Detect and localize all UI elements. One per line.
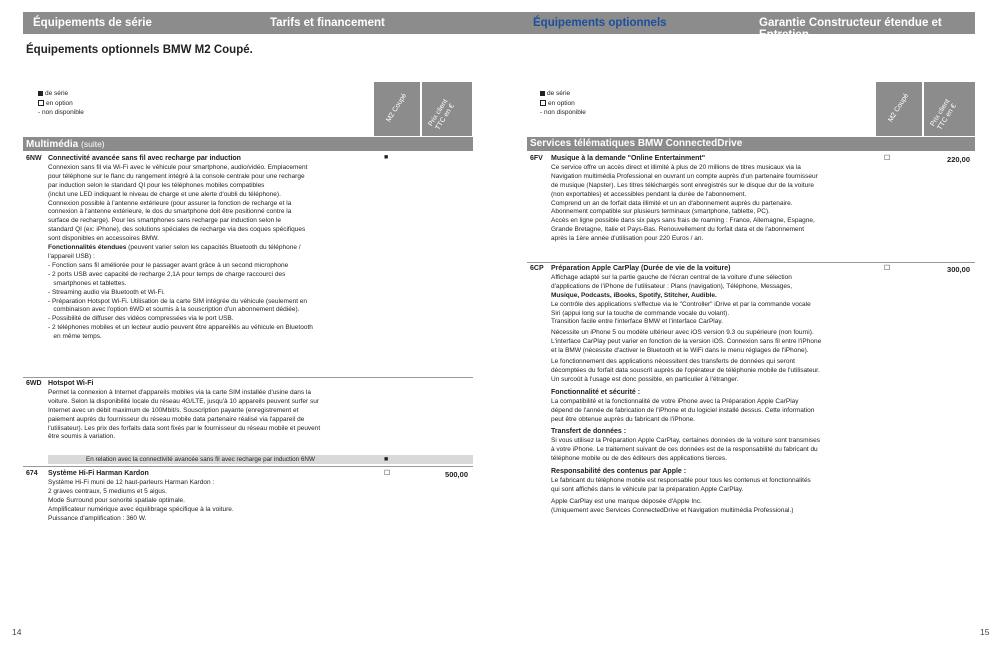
option-text: voiture. Selon la disponibilité locale du réseau 4G/LTE, jusqu'à 10 appareils peuvent surfer sur (48, 397, 320, 405)
row-divider (23, 466, 473, 467)
option-text: - Fonction sans fil améliorée pour le passager avant grâce à un second microphone (48, 261, 289, 269)
tab-equipements-optionnels[interactable]: Équipements optionnels (533, 17, 667, 29)
option-text: Si vous utilisez la Préparation Apple CarPlay, certaines données de la voiture sont transmises (551, 437, 821, 445)
tab-equipements-serie[interactable]: Équipements de série (33, 17, 152, 29)
option-code: 6FV (530, 155, 543, 162)
option-text: La compatibilité et la fonctionnalité de votre iPhone avec la Préparation Apple CarPlay (551, 397, 799, 405)
page-title: Équipements optionnels BMW M2 Coupé. (26, 44, 253, 56)
option-text: smartphones et tablettes. (48, 279, 127, 287)
option-text: - 2 ports USB avec capacité de recharge 2,1A pour temps de charge raccourci des (48, 270, 286, 278)
option-text: l'appareil USB) : (48, 252, 95, 260)
option-text: Grande Bretagne, Italie et Pays-Bas. Renouvellement du forfait data et de l'abonnement (551, 226, 805, 234)
tab-garantie-entretien[interactable]: Garantie Constructeur étendue et Entretien (759, 17, 942, 41)
option-text: (Uniquement avec Services ConnectedDrive et Navigation multimédia Professional.) (551, 506, 794, 514)
option-text: être soumis à variation. (48, 433, 116, 441)
option-price: 300,00 (947, 265, 970, 274)
option-text: Internet avec un débit maximum de 100Mbit/s. Souscription payante (enregistrement et (48, 406, 299, 414)
option-text: - 2 téléphones mobiles et un lecteur audio peuvent être appareillés au véhicule en Bluetooth (48, 324, 313, 332)
option-text: qui sont affichés dans le véhicule par la préparation Apple CarPlay. (551, 485, 744, 493)
option-text: Système Hi-Fi muni de 12 haut-parleurs Harman Kardon : (48, 478, 215, 486)
option-6wd (48, 380, 378, 442)
option-text: L'interface CarPlay peut varier en fonction de la version iOS. Connexion sans fil entre l'iPhone (551, 338, 822, 346)
model-column-label-left: M2 Coupé (385, 92, 409, 124)
option-title: Connectivité avancée sans fil avec recharge par induction (48, 155, 241, 162)
option-text: sont disponibles en accessoires BMW. (48, 235, 159, 243)
option-code: 674 (26, 470, 38, 477)
option-674 (48, 470, 378, 523)
option-price: 220,00 (947, 155, 970, 164)
option-text: (non exportables) et accessibles pendant la durée de l'abonnement. (551, 190, 747, 198)
legend-left (38, 89, 84, 118)
option-text: par induction selon le standard QI pour les téléphones mobiles compatibles (48, 181, 265, 189)
legend-right (540, 89, 586, 118)
option-title: Système Hi-Fi Harman Kardon (48, 470, 149, 477)
option-mark: ☐ (384, 470, 391, 477)
option-6cp (551, 265, 876, 516)
option-text: à votre iPhone. Le traitement suivant de ces données est de la responsabilité du fabricant du (551, 446, 818, 454)
option-text: Siri (appui long sur la touche de commande vocale du volant). (551, 309, 730, 317)
section-header-connecteddrive (527, 137, 975, 151)
option-text: (peuvent varier selon les capacités Bluetooth du téléphone / (126, 244, 301, 252)
option-text: d'applications de l'iPhone de l'utilisateur : Plans (navigation), Téléphone, Messages, (551, 282, 792, 290)
filled-square-icon (38, 91, 43, 96)
option-text: et la BMW (nécessite d'activer le Bluetooth et le WiFi dans le menu réglages de l'iPhone). (551, 347, 809, 355)
empty-square-icon (38, 100, 44, 106)
empty-square-icon (540, 100, 546, 106)
option-mark: ☐ (884, 265, 891, 272)
option-text: Ce service offre un accès direct et illimité à plus de 20 millions de titres musicaux via la (551, 163, 801, 171)
section-title: Services télématiques BMW ConnectedDrive (530, 138, 743, 149)
option-text: (inclut une LED indiquant le niveau de charge et une alerte d'oubli du téléphone). (48, 190, 281, 198)
option-text: Mode Surround pour sonorité spatiale optimale. (48, 496, 185, 504)
option-text: combinaison avec l'option 6WD et soumis à la souscription d'un abonnement dédiée). (48, 306, 300, 314)
block-title: Fonctionnalité et sécurité : (551, 388, 641, 396)
option-text: Connexion possible à l'antenne extérieure (pour assurer la fonction de recharge et la (48, 199, 292, 207)
option-title: Préparation Apple CarPlay (Durée de vie de la voiture) (551, 265, 731, 272)
option-text: Puissance d'amplification : 360 W. (48, 514, 147, 522)
option-text: dépend de l'année de fabrication de l'iPhone et du logiciel installé dessus. Cette information (551, 406, 815, 414)
option-text: Affichage adapté sur la partie gauche de l'écran central de la voiture d'une sélection (551, 273, 792, 281)
option-text: - Streaming audio via Bluetooth et Wi-Fi. (48, 288, 165, 296)
option-text: standard QI (ex: iPhone), des solutions spéciales de recharge via des coques spécifiques (48, 226, 306, 234)
option-text: après la 1ère année d'utilisation pour 220 Euros / an. (551, 235, 704, 243)
option-text: en même temps. (48, 333, 102, 341)
option-text: peut être obtenue auprès du fabricant de l'iPhone. (551, 415, 695, 423)
option-text: Accès en ligne possible dans six pays sans frais de roaming : France, Allemagne, Espagne, (551, 217, 815, 225)
option-text: de musique (Napster). Les titres téléchargés sont enregistrés sur le disque dur de la voiture (551, 181, 815, 189)
option-6fv (551, 155, 876, 244)
legend-standard: de série (45, 90, 69, 97)
option-mark: ☐ (884, 155, 891, 162)
model-column-label-right: M2 Coupé (887, 92, 911, 124)
page-number-left: 14 (12, 627, 22, 637)
option-text: surface de recharge). Pour les smartphones sans recharge par induction selon le (48, 217, 282, 225)
legend-standard: de série (547, 90, 571, 97)
legend-option: en option (46, 99, 73, 107)
option-text: Transition facile entre l'interface BMW et l'interface CarPlay. (551, 318, 723, 326)
option-text: l'utilisateur). Les prix des forfaits data sont fixés par le fournisseur du réseau mobile et peuvent (48, 424, 321, 432)
option-text: Comprend un an de forfait data illimité et un an d'abonnement auprès du partenaire. (551, 199, 793, 207)
option-text: connexion à l'antenne extérieure, le dos du smartphone doit être positionné contre la (48, 208, 292, 216)
option-code: 6CP (530, 265, 544, 272)
price-column-label-left: Prix client TTC en € (427, 98, 456, 132)
option-price: 500,00 (445, 470, 468, 479)
option-text: Permet la connexion à Internet d'appareils mobiles via la carte SIM installée d'usine dans la (48, 388, 311, 396)
option-text: décomptées du forfait data souscrit auprès de l'opérateur de téléphonie mobile de l'utilisateur. (551, 366, 820, 374)
option-text: Navigation multimédia Professional en ouvrant un compte auprès d'un partenaire fournisseur (551, 172, 818, 180)
option-code: 6NW (26, 155, 42, 162)
standard-mark: ■ (384, 456, 389, 463)
option-text: Le fabricant du téléphone mobile est responsable pour tous les contenus et fonctionnalités (551, 476, 811, 484)
legend-option: en option (548, 99, 575, 107)
filled-square-icon (540, 91, 545, 96)
option-title: Hotspot Wi-Fi (48, 380, 94, 387)
option-text: Connexion sans fil via Wi-Fi avec le véhicule pour smartphone, audio/vidéo. Emplacement (48, 163, 308, 171)
option-text: Nécessite un iPhone 5 ou modèle ultérieur avec iOS version 9.3 ou supérieure (non fourni). (551, 329, 814, 337)
option-code: 6WD (26, 380, 42, 387)
row-divider (527, 262, 975, 263)
option-text: Abonnement compatible sur plusieurs terminaux (smartphone, tablette, PC). (551, 208, 770, 216)
page-number-right: 15 (980, 627, 990, 637)
option-text: - Préparation Hotspot Wi-Fi. Utilisation de la carte SIM intégrée du véhicule (seulement en (48, 297, 308, 305)
option-text: Apple CarPlay est une marque déposée d'Apple Inc. (551, 497, 702, 505)
option-text: 2 graves centraux, 5 mediums et 5 aigus. (48, 487, 167, 495)
price-column-label-right: Prix client TTC en € (929, 98, 958, 132)
option-text: Amplificateur numérique avec équilibrage spécifique à la voiture. (48, 505, 234, 513)
relation-row (48, 455, 473, 464)
option-text: paiement auprès du fournisseur du réseau mobile data partenaire réalisé via l'appareil de (48, 415, 305, 423)
block-title: Responsabilité des contenus par Apple : (551, 468, 687, 476)
option-text: Le contrôle des applications s'effectue via le "Controller" iDrive et par la commande vocale (551, 300, 811, 308)
legend-not-available: - non disponible (540, 109, 586, 116)
block-title: Transfert de données : (551, 428, 627, 436)
row-divider (23, 377, 473, 378)
relation-text: En relation avec la connectivité avancée sans fil avec recharge par induction 6NW (86, 456, 315, 463)
legend-not-available: - non disponible (38, 109, 84, 116)
option-title: Musique à la demande "Online Entertainment" (551, 155, 706, 162)
option-subtitle: Fonctionnalités étendues (48, 244, 127, 252)
standard-mark: ■ (384, 154, 389, 161)
option-text: Musique, Podcasts, iBooks, Spotify, Stitcher, Audible. (551, 291, 717, 299)
option-text: téléphone mobile ou de des éditeurs des applications tierces. (551, 455, 727, 463)
option-6nw (48, 155, 378, 342)
option-text: pour téléphone sur le flanc du rangement intégré à la console centrale pour une recharge (48, 172, 305, 180)
section-title: Multimédia (26, 139, 79, 150)
section-subtitle: (suite) (81, 139, 105, 149)
section-header-multimedia (23, 137, 473, 151)
option-text: Le fonctionnement des applications nécessitent des transferts de données qui seront (551, 358, 795, 366)
option-text: Un surcoût à l'usage est donc possible, en particulier à l'étranger. (551, 375, 739, 383)
option-text: - Possibilité de diffuser des vidéos compressées via le port USB. (48, 315, 234, 323)
top-navigation (23, 12, 975, 41)
tab-tarifs-financement[interactable]: Tarifs et financement (270, 17, 385, 29)
